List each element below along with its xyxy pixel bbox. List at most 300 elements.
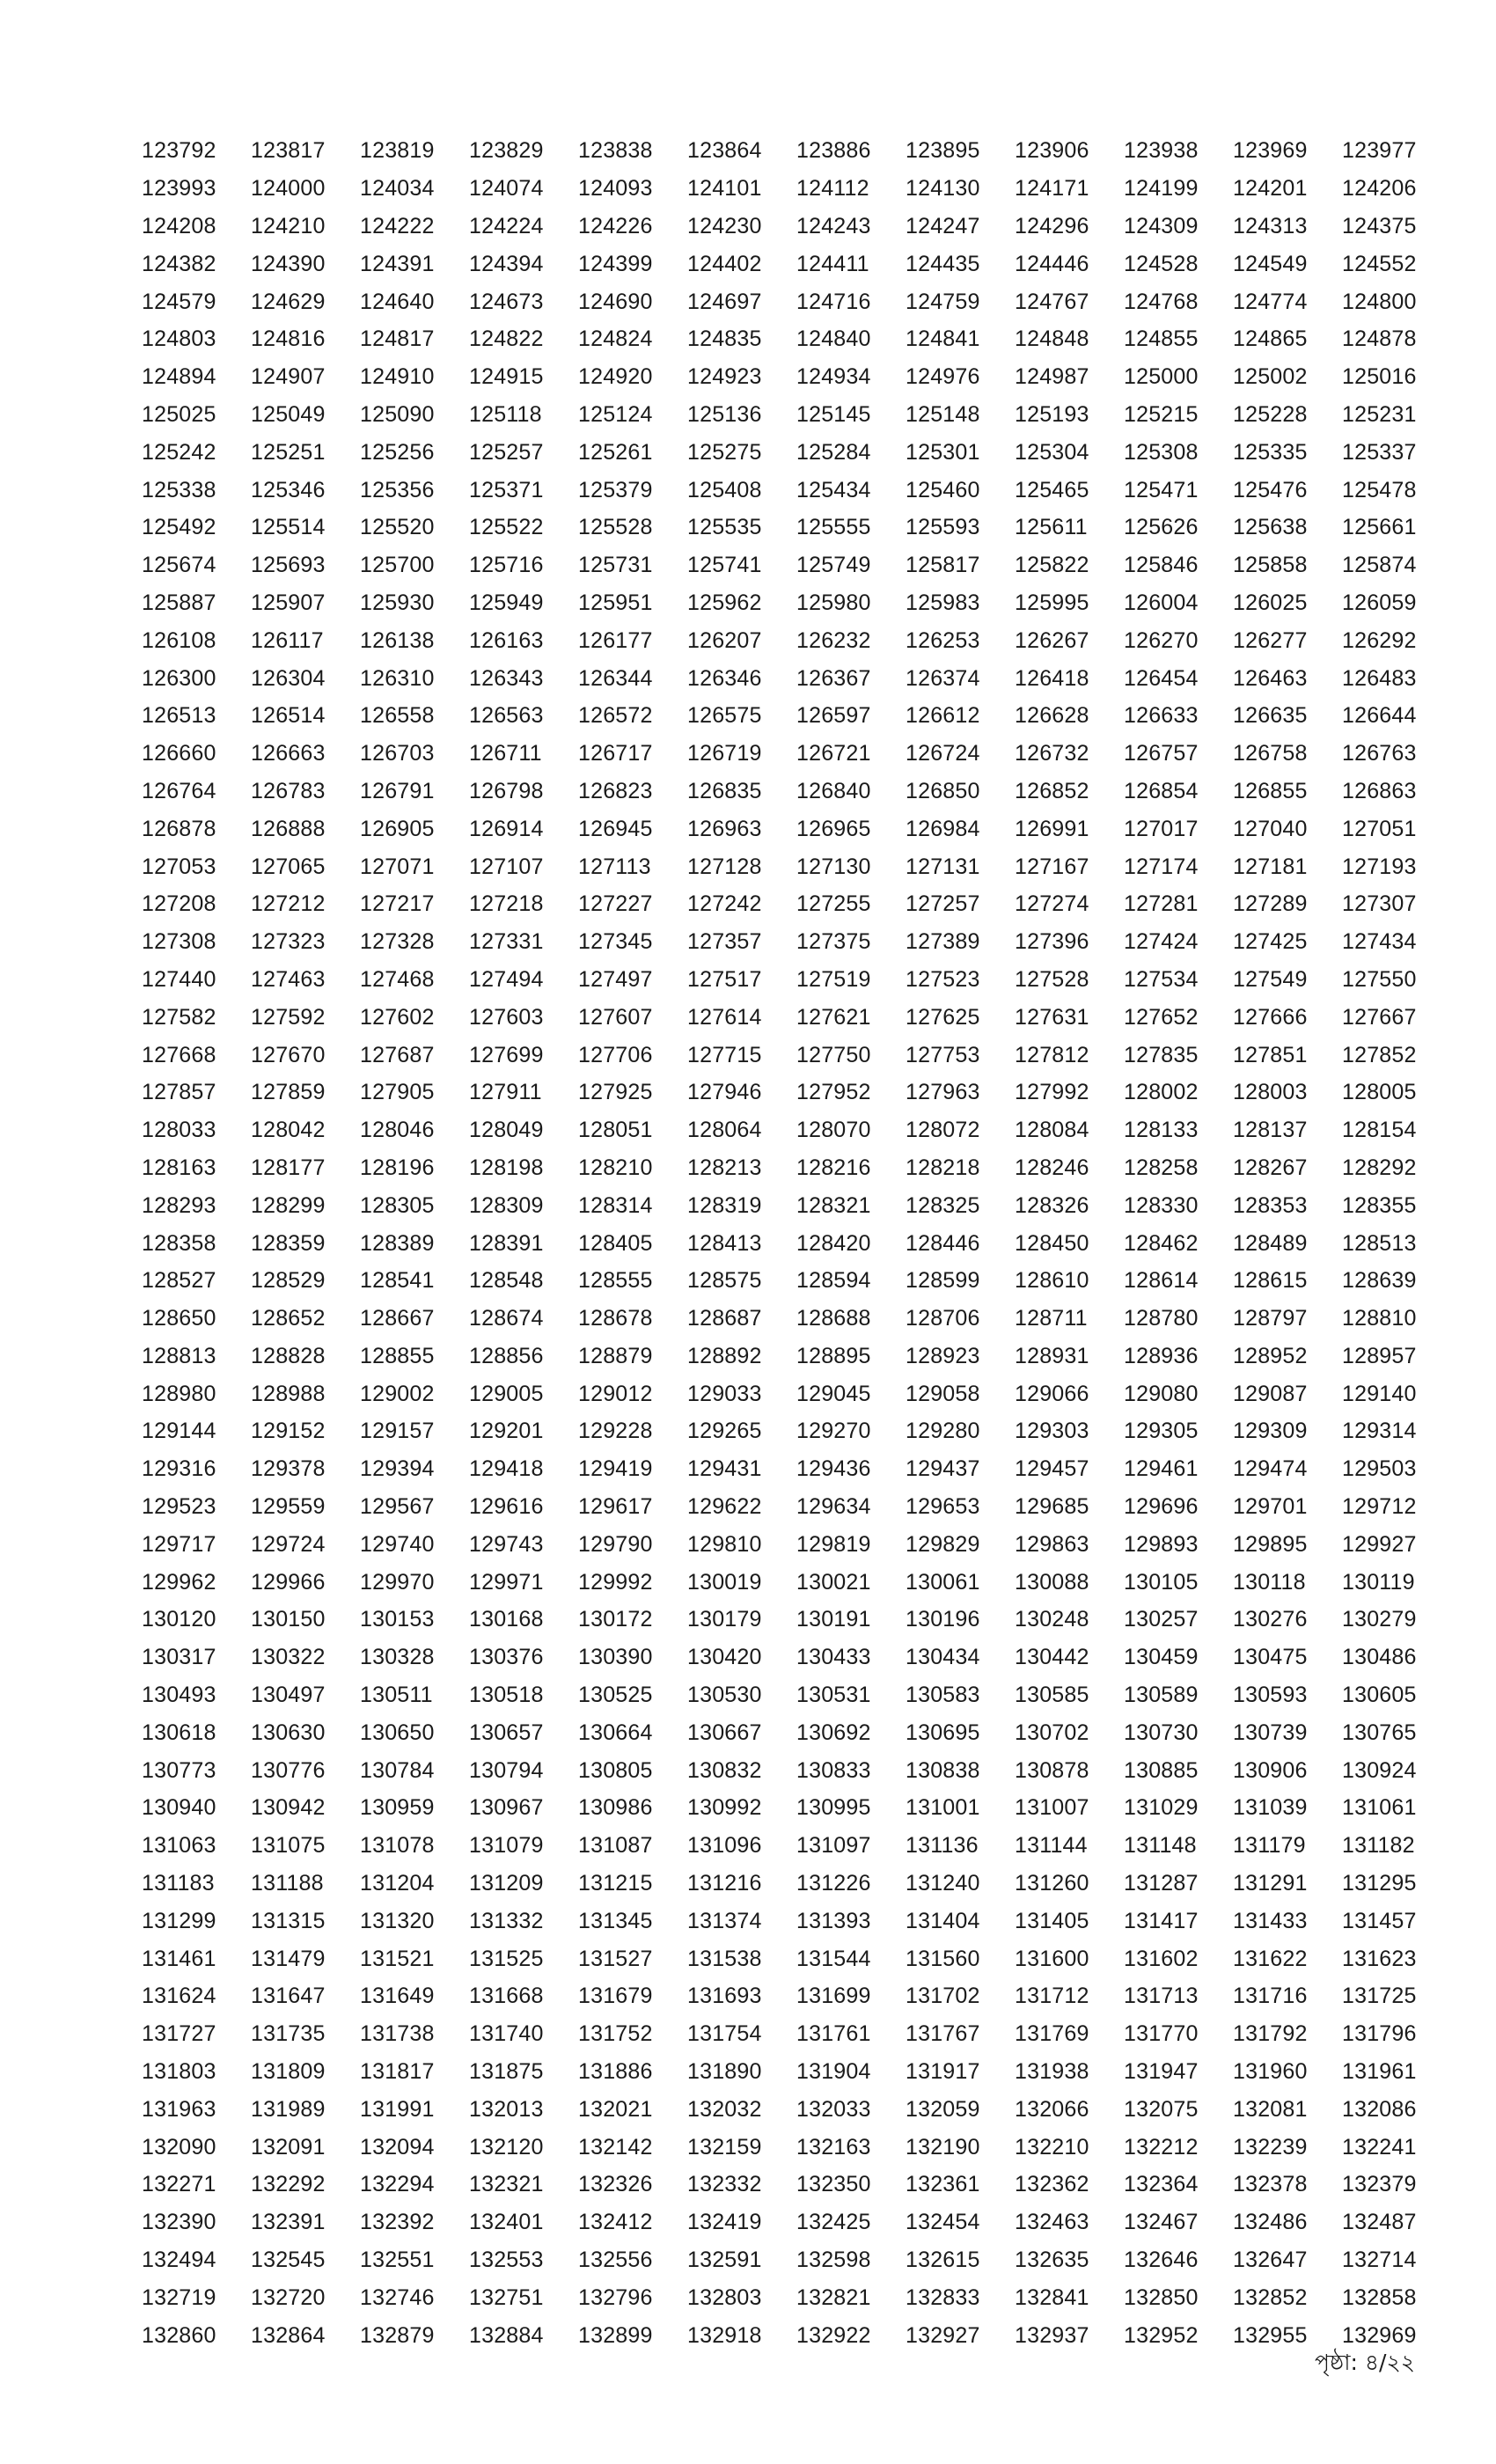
number-cell: 128051 (578, 1118, 653, 1143)
number-cell: 132033 (796, 2096, 871, 2122)
number-cell: 132751 (469, 2284, 544, 2310)
number-cell: 125215 (1124, 401, 1199, 427)
number-cell: 131001 (906, 1795, 980, 1821)
number-cell: 127257 (906, 891, 980, 917)
number-cell: 131817 (360, 2059, 435, 2085)
number-cell: 126025 (1233, 590, 1308, 615)
number-cell: 129066 (1015, 1381, 1089, 1406)
number-cell: 128813 (142, 1343, 216, 1368)
number-cell: 127281 (1124, 891, 1199, 917)
number-cell: 131770 (1124, 2021, 1199, 2047)
number-cell: 127905 (360, 1080, 435, 1105)
number-cell: 127425 (1233, 929, 1308, 955)
number-cell: 128828 (251, 1343, 326, 1368)
number-cell: 132419 (687, 2210, 762, 2235)
number-cell: 132615 (906, 2248, 980, 2273)
number-cell: 125962 (687, 590, 762, 615)
number-cell: 124920 (578, 364, 653, 390)
number-cell: 128529 (251, 1268, 326, 1294)
number-cell: 130885 (1124, 1757, 1199, 1783)
number-cell: 125261 (578, 439, 653, 465)
number-cell: 132361 (906, 2172, 980, 2197)
number-cell: 131752 (578, 2021, 653, 2047)
number-cell: 126304 (251, 665, 326, 691)
number-cell: 125304 (1015, 439, 1089, 465)
number-cell: 128218 (906, 1155, 980, 1180)
number-cell: 131890 (687, 2059, 762, 2085)
number-cell: 126270 (1124, 627, 1199, 653)
number-cell: 131917 (906, 2059, 980, 2085)
number-cell: 131699 (796, 1984, 871, 2009)
number-cell: 128489 (1233, 1230, 1308, 1256)
number-cell: 125124 (578, 401, 653, 427)
number-cell: 127328 (360, 929, 435, 955)
number-cell: 127130 (796, 854, 871, 879)
number-cell: 124399 (578, 251, 653, 276)
number-cell: 128639 (1342, 1268, 1417, 1294)
number-cell: 129523 (142, 1494, 216, 1520)
number-cell: 127706 (578, 1042, 653, 1067)
number-cell: 127812 (1015, 1042, 1089, 1067)
number-cell: 125000 (1124, 364, 1199, 390)
number-cell: 124855 (1124, 326, 1199, 352)
number-cell: 129622 (687, 1494, 762, 1520)
number-cell: 125118 (469, 401, 542, 427)
number-cell: 128002 (1124, 1080, 1199, 1105)
number-cell: 125002 (1233, 364, 1308, 390)
number-cell: 132858 (1342, 2284, 1417, 2310)
number-cell: 130475 (1233, 1645, 1308, 1670)
number-cell: 125284 (796, 439, 871, 465)
number-cell: 131096 (687, 1833, 762, 1859)
number-cell: 131209 (469, 1871, 544, 1896)
number-cell: 131527 (578, 1946, 653, 1971)
number-cell: 129461 (1124, 1456, 1199, 1482)
number-cell: 125242 (142, 439, 216, 465)
number-cell: 131796 (1342, 2021, 1417, 2047)
number-cell: 128892 (687, 1343, 762, 1368)
number-cell: 132864 (251, 2322, 326, 2348)
number-cell: 131538 (687, 1946, 762, 1971)
number-cell: 127497 (578, 966, 653, 992)
number-cell: 126563 (469, 703, 544, 729)
number-cell: 130168 (469, 1607, 544, 1632)
number-cell: 131182 (1342, 1833, 1415, 1859)
number-cell: 126863 (1342, 778, 1417, 803)
number-cell: 125822 (1015, 553, 1089, 578)
number-cell: 132239 (1233, 2134, 1308, 2160)
number-cell: 124697 (687, 289, 762, 314)
number-cell: 129033 (687, 1381, 762, 1406)
number-cell: 126711 (469, 741, 542, 766)
number-cell: 127065 (251, 854, 326, 879)
number-cell: 132378 (1233, 2172, 1308, 2197)
number-cell: 127274 (1015, 891, 1089, 917)
number-cell: 132714 (1342, 2248, 1417, 2273)
number-cell: 124446 (1015, 251, 1089, 276)
number-cell: 126232 (796, 627, 871, 653)
number-cell: 124848 (1015, 326, 1089, 352)
number-cell: 130191 (796, 1607, 871, 1632)
number-cell: 132212 (1124, 2134, 1199, 2160)
number-cell: 128258 (1124, 1155, 1199, 1180)
number-cell: 123977 (1342, 138, 1417, 164)
number-cell: 128005 (1342, 1080, 1417, 1105)
number-cell: 126346 (687, 665, 762, 691)
number-cell: 125951 (578, 590, 653, 615)
number-cell: 132952 (1124, 2322, 1199, 2348)
number-cell: 130650 (360, 1720, 435, 1745)
number-cell: 127534 (1124, 966, 1199, 992)
number-cell: 131063 (142, 1833, 216, 1859)
number-cell: 132059 (906, 2096, 980, 2122)
number-cell: 131525 (469, 1946, 544, 1971)
number-cell: 126984 (906, 816, 980, 841)
number-cell: 131260 (1015, 1871, 1089, 1896)
number-cell: 123895 (906, 138, 980, 164)
number-cell: 130585 (1015, 1683, 1089, 1708)
number-cell: 128594 (796, 1268, 871, 1294)
number-cell: 126418 (1015, 665, 1089, 691)
number-cell: 130442 (1015, 1645, 1089, 1670)
number-cell: 132833 (906, 2284, 980, 2310)
number-cell: 128163 (142, 1155, 216, 1180)
number-cell: 130196 (906, 1607, 980, 1632)
number-cell: 130518 (469, 1683, 544, 1708)
number-cell: 129966 (251, 1569, 326, 1595)
number-cell: 131148 (1124, 1833, 1197, 1859)
number-cell: 126454 (1124, 665, 1199, 691)
number-cell: 132969 (1342, 2322, 1417, 2348)
number-cell: 126004 (1124, 590, 1199, 615)
number-cell: 131647 (251, 1984, 326, 2009)
number-cell: 124208 (142, 213, 216, 238)
number-cell: 125256 (360, 439, 435, 465)
number-cell: 124375 (1342, 213, 1417, 238)
number-cell: 126138 (360, 627, 435, 653)
number-cell: 125471 (1124, 477, 1199, 502)
number-cell: 124093 (578, 176, 653, 202)
number-cell: 125231 (1342, 401, 1417, 427)
number-cell: 128070 (796, 1118, 871, 1143)
number-cell: 128216 (796, 1155, 871, 1180)
number-cell: 131479 (251, 1946, 326, 1971)
number-cell: 131039 (1233, 1795, 1308, 1821)
number-cell: 129140 (1342, 1381, 1417, 1406)
number-cell: 126724 (906, 741, 980, 766)
number-cell: 126177 (578, 627, 653, 653)
number-cell: 132190 (906, 2134, 980, 2160)
number-cell: 132487 (1342, 2210, 1417, 2235)
number-cell: 129228 (578, 1419, 653, 1444)
number-cell: 128855 (360, 1343, 435, 1368)
number-cell: 125555 (796, 515, 871, 540)
number-cell: 132120 (469, 2134, 544, 2160)
number-cell: 129436 (796, 1456, 871, 1482)
number-cell: 124552 (1342, 251, 1417, 276)
number-cell: 129437 (906, 1456, 980, 1482)
number-cell: 131521 (360, 1946, 435, 1971)
number-cell: 131136 (906, 1833, 979, 1859)
number-cell: 124976 (906, 364, 980, 390)
number-cell: 129265 (687, 1419, 762, 1444)
number-cell: 128413 (687, 1230, 762, 1256)
number-cell: 124840 (796, 326, 871, 352)
number-cell: 131963 (142, 2096, 216, 2122)
number-cell: 130776 (251, 1757, 326, 1783)
number-cell: 125593 (906, 515, 980, 540)
number-cell: 129303 (1015, 1419, 1089, 1444)
number-cell: 130531 (796, 1683, 871, 1708)
number-cell: 132884 (469, 2322, 544, 2348)
number-cell: 126300 (142, 665, 216, 691)
number-cell: 128652 (251, 1306, 326, 1331)
number-cell: 131740 (469, 2021, 544, 2047)
number-cell: 127331 (469, 929, 544, 955)
number-cell: 130940 (142, 1795, 216, 1821)
number-cell: 126719 (687, 741, 762, 766)
number-cell: 127963 (906, 1080, 980, 1105)
number-cell: 131803 (142, 2059, 216, 2085)
number-cell: 132545 (251, 2248, 326, 2273)
number-cell: 125514 (251, 515, 326, 540)
number-cell: 125611 (1015, 515, 1088, 540)
number-cell: 126267 (1015, 627, 1089, 653)
number-cell: 128321 (796, 1192, 871, 1218)
number-cell: 125626 (1124, 515, 1199, 540)
number-cell: 129058 (906, 1381, 980, 1406)
number-cell: 132646 (1124, 2248, 1199, 2273)
number-cell: 129152 (251, 1419, 326, 1444)
number-cell: 131087 (578, 1833, 653, 1859)
number-cell: 128548 (469, 1268, 544, 1294)
number-cell: 126575 (687, 703, 762, 729)
number-cell: 131188 (251, 1871, 324, 1896)
number-cell: 132032 (687, 2096, 762, 2122)
number-cell: 131961 (1342, 2059, 1417, 2085)
number-cell: 130832 (687, 1757, 762, 1783)
number-cell: 127434 (1342, 929, 1417, 955)
number-cell: 127308 (142, 929, 216, 955)
number-cell: 128688 (796, 1306, 871, 1331)
number-cell: 126758 (1233, 741, 1308, 766)
number-cell: 127925 (578, 1080, 653, 1105)
number-cell: 132091 (251, 2134, 326, 2160)
number-cell: 127753 (906, 1042, 980, 1067)
number-cell: 132094 (360, 2134, 435, 2160)
number-cell: 125638 (1233, 515, 1308, 540)
number-cell: 131404 (906, 1908, 980, 1933)
number-cell: 127071 (360, 854, 435, 879)
number-cell: 127053 (142, 854, 216, 879)
number-cell: 125090 (360, 401, 435, 427)
number-cell: 131875 (469, 2059, 544, 2085)
number-cell: 126757 (1124, 741, 1199, 766)
number-cell: 127212 (251, 891, 326, 917)
number-cell: 127289 (1233, 891, 1308, 917)
number-cell: 130257 (1124, 1607, 1199, 1632)
number-cell: 130120 (142, 1607, 216, 1632)
number-cell: 129431 (687, 1456, 762, 1482)
number-cell: 125338 (142, 477, 216, 502)
number-cell: 129316 (142, 1456, 216, 1482)
number-cell: 125228 (1233, 401, 1308, 427)
number-cell: 132719 (142, 2284, 216, 2310)
number-cell: 131007 (1015, 1795, 1089, 1821)
number-cell: 131144 (1015, 1833, 1088, 1859)
number-cell: 131544 (796, 1946, 871, 1971)
number-cell: 124907 (251, 364, 326, 390)
number-cell: 123969 (1233, 138, 1308, 164)
number-cell: 127218 (469, 891, 544, 917)
number-cell: 131886 (578, 2059, 653, 2085)
number-cell: 126310 (360, 665, 435, 691)
number-cell: 126764 (142, 778, 216, 803)
number-cell: 130805 (578, 1757, 653, 1783)
number-cell: 128931 (1015, 1343, 1089, 1368)
number-cell: 127911 (469, 1080, 542, 1105)
number-cell: 131374 (687, 1908, 762, 1933)
number-cell: 132294 (360, 2172, 435, 2197)
number-cell: 128133 (1124, 1118, 1199, 1143)
number-cell: 128391 (469, 1230, 544, 1256)
number-cell: 127592 (251, 1004, 326, 1030)
number-cell: 130153 (360, 1607, 435, 1632)
number-cell: 129634 (796, 1494, 871, 1520)
number-cell: 125874 (1342, 553, 1417, 578)
number-cell: 126852 (1015, 778, 1089, 803)
number-cell: 132321 (469, 2172, 544, 2197)
number-cell: 126732 (1015, 741, 1089, 766)
number-cell: 125535 (687, 515, 762, 540)
number-cell: 127323 (251, 929, 326, 955)
number-cell: 123829 (469, 138, 544, 164)
number-cell: 126628 (1015, 703, 1089, 729)
number-cell: 126635 (1233, 703, 1308, 729)
number-cell: 128198 (469, 1155, 544, 1180)
number-cell: 125434 (796, 477, 871, 502)
number-cell: 127051 (1342, 816, 1417, 841)
number-cell: 124767 (1015, 289, 1089, 314)
number-cell: 126277 (1233, 627, 1308, 653)
number-cell: 125145 (796, 401, 871, 427)
number-cell: 132086 (1342, 2096, 1417, 2122)
number-cell: 130433 (796, 1645, 871, 1670)
number-cell: 124716 (796, 289, 871, 314)
number-cell: 124222 (360, 213, 435, 238)
number-cell: 129474 (1233, 1456, 1308, 1482)
number-cell: 131668 (469, 1984, 544, 2009)
number-cell: 129002 (360, 1381, 435, 1406)
number-cell: 127523 (906, 966, 980, 992)
number-cell: 123906 (1015, 138, 1089, 164)
number-cell: 125465 (1015, 477, 1089, 502)
number-cell: 132454 (906, 2210, 980, 2235)
number-cell: 126850 (906, 778, 980, 803)
number-cell: 126644 (1342, 703, 1417, 729)
number-cell: 125371 (469, 477, 544, 502)
number-cell: 124841 (906, 326, 980, 352)
number-cell: 125817 (906, 553, 980, 578)
number-cell: 124101 (687, 176, 762, 202)
number-cell: 127468 (360, 966, 435, 992)
number-cell: 131716 (1233, 1984, 1308, 2009)
number-cell: 130838 (906, 1757, 980, 1783)
number-cell: 129005 (469, 1381, 544, 1406)
number-cell: 131761 (796, 2021, 871, 2047)
number-cell: 126965 (796, 816, 871, 841)
number-cell: 124915 (469, 364, 544, 390)
number-cell: 128706 (906, 1306, 980, 1331)
number-cell: 125716 (469, 553, 544, 578)
number-cell: 123817 (251, 138, 326, 164)
number-cell: 125301 (906, 439, 980, 465)
number-cell: 125907 (251, 590, 326, 615)
number-cell: 132364 (1124, 2172, 1199, 2197)
number-cell: 125846 (1124, 553, 1199, 578)
number-cell: 132852 (1233, 2284, 1308, 2310)
number-cell: 129503 (1342, 1456, 1417, 1482)
number-cell: 127528 (1015, 966, 1089, 992)
number-cell: 132486 (1233, 2210, 1308, 2235)
number-cell: 126840 (796, 778, 871, 803)
number-cell: 128049 (469, 1118, 544, 1143)
number-cell: 127992 (1015, 1080, 1089, 1105)
number-cell: 124816 (251, 326, 326, 352)
number-cell: 127549 (1233, 966, 1308, 992)
number-cell: 130992 (687, 1795, 762, 1821)
number-cell: 128325 (906, 1192, 980, 1218)
number-cell: 127375 (796, 929, 871, 955)
number-cell: 129617 (578, 1494, 653, 1520)
number-cell: 124640 (360, 289, 435, 314)
number-cell: 130248 (1015, 1607, 1089, 1632)
number-cell: 132796 (578, 2284, 653, 2310)
number-cell: 124774 (1233, 289, 1308, 314)
number-cell: 125749 (796, 553, 871, 578)
number-cell: 129418 (469, 1456, 544, 1482)
number-cell: 125930 (360, 590, 435, 615)
number-cell: 124000 (251, 176, 326, 202)
number-cell: 131433 (1233, 1908, 1308, 1933)
number-cell: 129378 (251, 1456, 326, 1482)
number-cell: 132066 (1015, 2096, 1089, 2122)
number-cell: 124402 (687, 251, 762, 276)
number-cell: 127687 (360, 1042, 435, 1067)
number-cell: 127603 (469, 1004, 544, 1030)
number-cell: 128042 (251, 1118, 326, 1143)
number-cell: 128064 (687, 1118, 762, 1143)
number-cell: 127550 (1342, 966, 1417, 992)
number-cell: 124112 (796, 176, 869, 202)
number-cell: 123792 (142, 138, 216, 164)
number-cell: 124313 (1233, 213, 1308, 238)
number-cell: 128575 (687, 1268, 762, 1294)
number-cell: 130739 (1233, 1720, 1308, 1745)
number-cell: 132326 (578, 2172, 653, 2197)
number-cell: 128355 (1342, 1192, 1417, 1218)
number-cell: 128358 (142, 1230, 216, 1256)
number-cell: 132899 (578, 2322, 653, 2348)
number-cell: 130657 (469, 1720, 544, 1745)
number-cell: 125460 (906, 477, 980, 502)
number-cell: 126835 (687, 778, 762, 803)
number-cell: 129280 (906, 1419, 980, 1444)
number-cell: 124130 (906, 176, 980, 202)
number-cell: 125016 (1342, 364, 1417, 390)
number-cell: 128003 (1233, 1080, 1308, 1105)
number-cell: 130019 (687, 1569, 762, 1595)
